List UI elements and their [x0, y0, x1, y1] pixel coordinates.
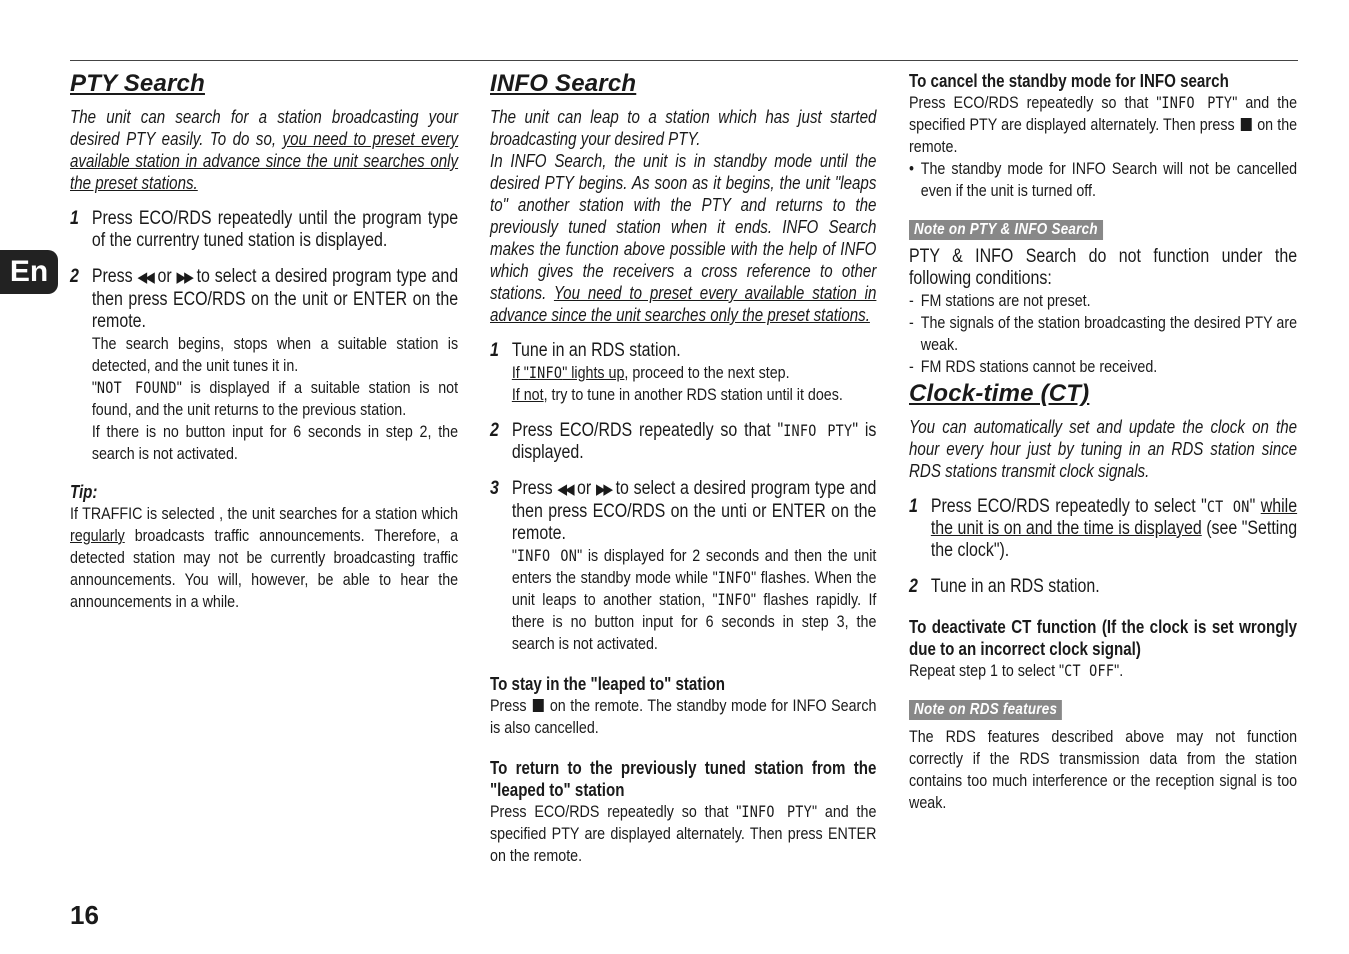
- rewind-icon: ◀◀: [137, 269, 153, 286]
- lcd-not-found: NOT FOUND: [96, 378, 177, 397]
- ct-step-2: 2 Tune in an RDS station.: [909, 576, 1100, 597]
- page-number: 16: [70, 900, 99, 930]
- ct-step-1: 1 Press ECO/RDS repeatedly to select "CT ON" while the unit is on and the time is displayed (see "Setting the clock").: [909, 496, 1298, 561]
- info-search-intro-1: The unit can leap to a station which has just started broadcasting your desired PTY.: [490, 107, 877, 149]
- info-search-title: INFO Search: [490, 70, 637, 97]
- pty-search-title: PTY Search: [70, 70, 205, 97]
- deactivate-text: Repeat step 1 to select "CT OFF".: [909, 661, 1124, 680]
- clock-time-title: Clock-time (CT): [909, 380, 1090, 407]
- deactivate-heading: To deactivate CT function (If the clock is set wrongly due to an incorrect clock signal): [909, 617, 1298, 659]
- return-heading: To return to the previously tuned station from the "leaped to" station: [490, 758, 877, 800]
- info-step-3: 3 Press ◀◀ or ▶▶ to select a desired program type and then press ECO/RDS on the unti or ENTER on the remote. "INFO ON" is displayed for 2 seconds and then the unit enters the standby mode while "INFO" flashes. When the unit leaps to another station, "INFO" flashes rapidly. If there is no button input for 6 seconds in step 3, the search is not activated.: [490, 478, 877, 653]
- clock-time-intro: You can automatically set and update the clock on the hour every hour just by tuning in an RDS station since RDS stations transmit clock signals.: [909, 417, 1298, 481]
- info-search-intro-2: In INFO Search, the unit is in standby mode until the desired PTY begins. As soon as it begins, the unit "leaps to" another station with the PTY and returns to the previously tuned station when it ends. INFO Search makes the function above possible with the help of INFO which gives the receivers a cross reference to other stations. You need to preset every available station in advance since the unit searches only the preset stations.: [490, 151, 877, 325]
- pty-step-1: 1 Press ECO/RDS repeatedly until the program type of the currentry tuned station is displayed.: [70, 208, 459, 251]
- column-clock-time: [909, 378, 1297, 814]
- pty-step-2: 2 Press ◀◀ or ▶▶ to select a desired program type and then press ECO/RDS on the unit or ENTER on the remote. The search begins, stops when a suitable station is detected, and the unit tunes it in. "NOT FOUND" is displayed if a suitable station is not found, and the unit returns to the previous station. If there is no button input for 6 seconds in step 2, the search is not activated.: [70, 266, 459, 463]
- stop-icon: [533, 699, 544, 712]
- note-rds-label: Note on RDS features: [909, 700, 1062, 720]
- note-pty-label: Note on PTY & INFO Search: [909, 220, 1103, 240]
- return-text: Press ECO/RDS repeatedly so that "INFO PTY" and the specified PTY are displayed alternately. Then press ENTER on the remote.: [490, 802, 877, 865]
- fast-forward-icon: ▶▶: [595, 481, 611, 498]
- note-pty-item: - FM RDS stations cannot be received.: [909, 357, 1158, 376]
- stay-heading: To stay in the "leaped to" station: [490, 674, 726, 694]
- column-pty-search: [70, 68, 458, 613]
- info-step-1: 1 Tune in an RDS station. If "INFO" lights up, proceed to the next step. If not, try to tune in another RDS station until it does.: [490, 340, 843, 404]
- info-step-2: 2 Press ECO/RDS repeatedly so that "INFO PTY" is displayed.: [490, 420, 877, 463]
- column-standby-ct: [909, 68, 1297, 378]
- rewind-icon: ◀◀: [557, 481, 573, 498]
- stop-icon: [1240, 118, 1251, 131]
- standby-bullet: • The standby mode for INFO Search will not be cancelled even if the unit is turned off.: [909, 159, 1298, 200]
- note-rds-text: The RDS features described above may not function correctly if the RDS transmission data from the station contains too much interference or the reception signal is too weak.: [909, 727, 1298, 812]
- note-pty-text: PTY & INFO Search do not function under the following conditions:: [909, 246, 1298, 289]
- language-tab: En: [0, 250, 58, 294]
- standby-heading: To cancel the standby mode for INFO search: [909, 71, 1229, 91]
- fast-forward-icon: ▶▶: [176, 269, 192, 286]
- standby-text: Press ECO/RDS repeatedly so that "INFO PTY" and the specified PTY are displayed alternately. Then press on the remote.: [909, 93, 1298, 156]
- note-pty-item: - FM stations are not preset.: [909, 291, 1091, 310]
- top-rule: [70, 60, 1298, 61]
- column-info-search: [490, 68, 876, 867]
- tip-text: If TRAFFIC is selected , the unit searches for a station which regularly broadcasts traffic announcements. Therefore, a detected station may not be currently broadcasting traffic announcements. You will, however, be able to hear the announcements in a while.: [70, 504, 459, 611]
- stay-text: Press on the remote. The standby mode for INFO Search is also cancelled.: [490, 696, 877, 737]
- tip-heading: Tip:: [70, 482, 98, 502]
- note-pty-item: - The signals of the station broadcasting the desired PTY are weak.: [909, 313, 1298, 354]
- pty-search-intro: The unit can search for a station broadcasting your desired PTY easily. To do so, you need to preset every available station in advance since the unit searches only the preset stations.: [70, 107, 459, 193]
